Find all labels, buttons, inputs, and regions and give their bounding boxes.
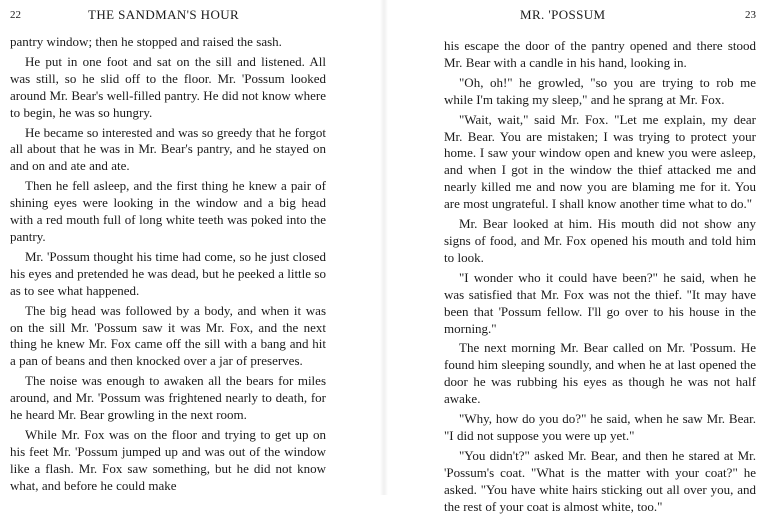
paragraph: "Why, how do you do?" he said, when he saw Mr. Bear. "I did not suppose you were up yet.": [444, 411, 756, 443]
right-page-body: [444, 38, 756, 518]
paragraph: Mr. Bear looked at him. His mouth did not show any signs of food, and Mr. Fox opened his mouth and told him to look.: [444, 216, 756, 265]
left-running-title: THE SANDMAN'S HOUR: [88, 7, 240, 22]
paragraph: "Oh, oh!" he growled, "so you are trying to rob me while I'm taking my sleep," and he sprang at Mr. Fox.: [444, 74, 756, 107]
paragraph: The noise was enough to awaken all the bears for miles around, and Mr. 'Possum was frightened nearly to death, for he heard Mr. Bear growling in the next room.: [10, 373, 326, 423]
left-page: [0, 0, 384, 495]
paragraph: The next morning Mr. Bear called on Mr. 'Possum. He found him sleeping soundly, and when he at last opened the door he was rubbing his eyes as though he was not half awake.: [444, 340, 756, 407]
right-page: [384, 0, 768, 514]
right-page-header: [444, 7, 756, 23]
left-page-header: [10, 7, 326, 23]
left-page-body: [10, 34, 326, 498]
paragraph: He became so interested and was so greedy that he forgot all about that he was in Mr. Bear's pantry, and he stayed on and on and ate and ate.: [10, 124, 326, 174]
paragraph: his escape the door of the pantry opened and there stood Mr. Bear with a candle in his hand, looking in.: [444, 38, 756, 70]
right-running-title: MR. 'POSSUM: [520, 7, 606, 22]
paragraph: "I wonder who it could have been?" he said, when he was satisfied that Mr. Fox was not the thief. "It may have been that 'Possum fellow. I'll go over to his house in the morning.": [444, 269, 756, 336]
paragraph: "Wait, wait," said Mr. Fox. "Let me explain, my dear Mr. Bear. You are mistaken; I was trying to protect your home. I saw your window open and knew you were asleep, and when I got in the window the thief attacked me and nearly killed me and now you are blaming me for it. You are most ungrateful. I shall know another time what to do.": [444, 111, 756, 212]
paragraph: "You didn't?" asked Mr. Bear, and then he stared at Mr. 'Possum's coat. "What is the matter with your coat?" he asked. "You have white hairs sticking out all over you, and the rest of your coat is almost white, too.": [444, 447, 756, 514]
paragraph: pantry window; then he stopped and raised the sash.: [10, 34, 282, 49]
paragraph: Then he fell asleep, and the first thing he knew a pair of shining eyes were looking in the window and a big head with a red mouth full of long white teeth was poked into the pantry.: [10, 178, 326, 244]
paragraph: The big head was followed by a body, and when it was on the sill Mr. 'Possum saw it was Mr. Fox, and the next thing he knew Mr. Fox came off the sill with a bang and hit a pan of beans and then knocked over a jar of preserves.: [10, 302, 326, 369]
paragraph: He put in one foot and sat on the sill and listened. All was still, so he slid off to the floor. Mr. 'Possum looked around Mr. Bear's well-filled pantry. He did not know where to begin, he was so hungry.: [10, 53, 326, 120]
paragraph: Mr. 'Possum thought his time had come, so he just closed his eyes and pretended he was dead, but he peeked a little so as to see what happened.: [10, 248, 326, 298]
paragraph: While Mr. Fox was on the floor and trying to get up on his feet Mr. 'Possum jumped up and was out of the window like a flash. Mr. Fox saw something, but he did not know what, and before he could make: [10, 426, 326, 493]
left-page-number: 22: [10, 9, 21, 21]
right-page-number: 23: [745, 9, 756, 21]
